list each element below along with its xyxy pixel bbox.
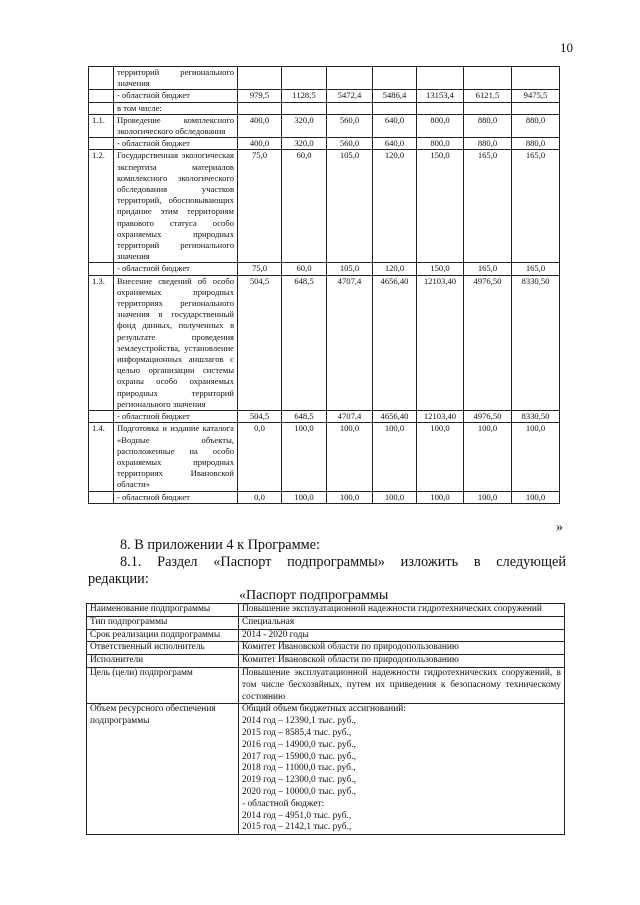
row-value: 400,0 (238, 138, 282, 150)
row-value (464, 67, 512, 90)
budget-row (89, 114, 560, 137)
row-value: 880,0 (464, 138, 512, 150)
row-number (89, 102, 114, 114)
passport-term-label: Срок реализации подпрограммы (87, 629, 239, 642)
budget-table (88, 66, 560, 504)
budget-row (89, 67, 560, 90)
row-value: 320,0 (282, 138, 327, 150)
row-number (89, 411, 114, 423)
passport-type-label: Тип подпрограммы (87, 616, 239, 629)
budget-row (89, 491, 560, 503)
row-value: 165,0 (512, 150, 560, 263)
passport-row-goal (87, 667, 565, 703)
row-value (282, 102, 327, 114)
row-value: 100,0 (464, 491, 512, 503)
row-value: 165,0 (464, 150, 512, 263)
passport-row-responsible (87, 642, 565, 655)
row-value: 504,5 (238, 275, 282, 410)
row-value: 640,0 (373, 138, 417, 150)
row-value: 60,0 (282, 150, 327, 263)
row-value: 120,0 (373, 150, 417, 263)
page-number: 10 (560, 40, 573, 55)
row-value: 4976,50 (464, 411, 512, 423)
passport-type-value: Специальная (239, 616, 565, 629)
row-value: 4656,40 (373, 275, 417, 410)
row-value: 120,0 (373, 263, 417, 275)
row-value: 105,0 (327, 263, 373, 275)
closing-quote: » (556, 520, 563, 535)
row-value: 320,0 (282, 114, 327, 137)
row-value (238, 102, 282, 114)
fund-line: 2017 год – 15900,0 тыс. руб., (242, 751, 356, 762)
budget-row (89, 423, 560, 491)
budget-row (89, 138, 560, 150)
row-value: 0,0 (238, 423, 282, 491)
row-number: 1.4. (89, 423, 114, 491)
row-value (417, 102, 464, 114)
row-value (512, 102, 560, 114)
row-value (282, 67, 327, 90)
row-value: 400,0 (238, 114, 282, 137)
fund-line: Общий объем бюджетных ассигнований: (242, 704, 406, 715)
budget-row (89, 150, 560, 263)
row-name: - областной бюджет (114, 411, 238, 423)
budget-row (89, 263, 560, 275)
row-value: 4707,4 (327, 275, 373, 410)
passport-term-value: 2014 - 2020 годы (239, 629, 565, 642)
row-name: территорий регионального значения (114, 67, 238, 90)
row-number: 1.1. (89, 114, 114, 137)
row-value: 165,0 (464, 263, 512, 275)
passport-row-type (87, 616, 565, 629)
fund-line: 2018 год – 11000,0 тыс. руб., (242, 763, 356, 774)
row-value: 12103,40 (417, 411, 464, 423)
row-value: 13153,4 (417, 90, 464, 102)
row-value: 100,0 (373, 491, 417, 503)
row-value: 100,0 (282, 491, 327, 503)
passport-goal-value: Повышение эксплуатационной надежности гидротехнических сооружений, в том числе бесхозяйных, путем их приведения к безопасному техническому состоянию (239, 667, 565, 703)
budget-table-body (89, 67, 560, 504)
row-number (89, 67, 114, 90)
row-value (464, 102, 512, 114)
fund-line: 2019 год – 12300,0 тыс. руб., (242, 775, 356, 786)
passport-row-funding (87, 704, 565, 835)
row-value: 560,0 (327, 114, 373, 137)
row-name: Подготовка и издание каталога «Водные объекты, расположенные на особо охраняемых природных территориях Ивановской области» (114, 423, 238, 491)
row-value: 4707,4 (327, 411, 373, 423)
passport-resp-value: Комитет Ивановской области по природопользованию (239, 642, 565, 655)
row-value: 0,0 (238, 491, 282, 503)
passport-name-value: Повышение эксплуатационной надежности гидротехнических сооружений (239, 604, 565, 617)
row-value: 648,5 (282, 411, 327, 423)
row-value: 100,0 (327, 423, 373, 491)
row-value: 12103,40 (417, 275, 464, 410)
row-name: Государственная экологическая экспертиза материалов комплексного экологического обследования участков территорий, обосновывающих придание этим территориям правового статуса особо охраняемых природных территорий регионального значения (114, 150, 238, 263)
row-value: 5486,4 (373, 90, 417, 102)
row-value: 880,0 (464, 114, 512, 137)
row-value: 8330,50 (512, 411, 560, 423)
row-name: в том числе: (114, 102, 238, 114)
row-value: 880,0 (512, 114, 560, 137)
row-value: 165,0 (512, 263, 560, 275)
row-value: 6121,5 (464, 90, 512, 102)
row-number (89, 491, 114, 503)
row-value: 9475,5 (512, 90, 560, 102)
row-value: 1128,5 (282, 90, 327, 102)
row-value (512, 67, 560, 90)
budget-row (89, 275, 560, 410)
row-value: 100,0 (373, 423, 417, 491)
row-value: 75,0 (238, 263, 282, 275)
passport-table (86, 603, 565, 835)
row-value: 800,0 (417, 138, 464, 150)
passport-title: «Паспорт подпрограммы (239, 588, 389, 603)
row-name: - областной бюджет (114, 138, 238, 150)
row-value: 5472,4 (327, 90, 373, 102)
row-number (89, 90, 114, 102)
paragraph-8-1-line1: 8.1. Раздел «Паспорт подпрограммы» изложить в следующей (120, 554, 566, 570)
row-value (373, 67, 417, 90)
row-name: Проведение комплексного экологического обследования (114, 114, 238, 137)
row-number (89, 138, 114, 150)
row-value: 4976,50 (464, 275, 512, 410)
fund-line: 2016 год – 14900,0 тыс. руб., (242, 739, 356, 750)
row-value: 979,5 (238, 90, 282, 102)
row-name: - областной бюджет (114, 263, 238, 275)
passport-row-executors (87, 655, 565, 668)
passport-exec-label: Исполнители (87, 655, 239, 668)
passport-fund-value (239, 704, 565, 835)
row-value (327, 102, 373, 114)
fund-line: 2015 год – 2142,1 тыс. руб., (242, 822, 352, 833)
row-name: - областной бюджет (114, 90, 238, 102)
budget-row (89, 102, 560, 114)
row-value (327, 67, 373, 90)
row-value: 150,0 (417, 263, 464, 275)
passport-resp-label: Ответственный исполнитель (87, 642, 239, 655)
row-value (238, 67, 282, 90)
passport-fund-label: Объем ресурсного обеспечения подпрограммы (87, 704, 239, 835)
passport-row-name (87, 604, 565, 617)
budget-row (89, 411, 560, 423)
row-number (89, 263, 114, 275)
row-value: 504,5 (238, 411, 282, 423)
row-value: 640,0 (373, 114, 417, 137)
row-value: 100,0 (282, 423, 327, 491)
row-value: 60,0 (282, 263, 327, 275)
row-value (417, 67, 464, 90)
row-value: 150,0 (417, 150, 464, 263)
row-name: Внесение сведений об особо охраняемых природных территориях регионального значения в государственный фонд данных, полученных в результате проведения землеустройства, установление информационных аншлагов с целью организации системы охраны особо охраняемых природных территорий регионального значения (114, 275, 238, 410)
paragraph-8-1-line2: редакции: (88, 571, 149, 587)
row-value: 100,0 (327, 491, 373, 503)
passport-exec-value: Комитет Ивановской области по природопользованию (239, 655, 565, 668)
row-value (373, 102, 417, 114)
paragraph-8: 8. В приложении 4 к Программе: (120, 537, 320, 553)
passport-goal-label: Цель (цели) подпрограмм (87, 667, 239, 703)
row-value: 560,0 (327, 138, 373, 150)
row-value: 100,0 (417, 491, 464, 503)
passport-name-label: Наименование подпрограммы (87, 604, 239, 617)
row-value: 75,0 (238, 150, 282, 263)
fund-line: 2015 год – 8585,4 тыс. руб., (242, 727, 352, 738)
row-value: 8330,50 (512, 275, 560, 410)
row-value: 880,0 (512, 138, 560, 150)
row-value: 648,5 (282, 275, 327, 410)
budget-row (89, 90, 560, 102)
fund-line: 2014 год – 4951,0 тыс. руб., (242, 810, 352, 821)
row-value: 800,0 (417, 114, 464, 137)
row-value: 100,0 (464, 423, 512, 491)
row-value: 100,0 (417, 423, 464, 491)
row-value: 100,0 (512, 423, 560, 491)
fund-line: 2020 год – 10000,0 тыс. руб., (242, 786, 356, 797)
fund-line: - областной бюджет: (242, 798, 325, 809)
row-number: 1.3. (89, 275, 114, 410)
row-name: - областной бюджет (114, 491, 238, 503)
row-value: 4656,40 (373, 411, 417, 423)
row-value: 105,0 (327, 150, 373, 263)
fund-line: 2014 год – 12390,1 тыс. руб., (242, 716, 356, 727)
passport-row-term (87, 629, 565, 642)
row-number: 1.2. (89, 150, 114, 263)
row-value: 100,0 (512, 491, 560, 503)
